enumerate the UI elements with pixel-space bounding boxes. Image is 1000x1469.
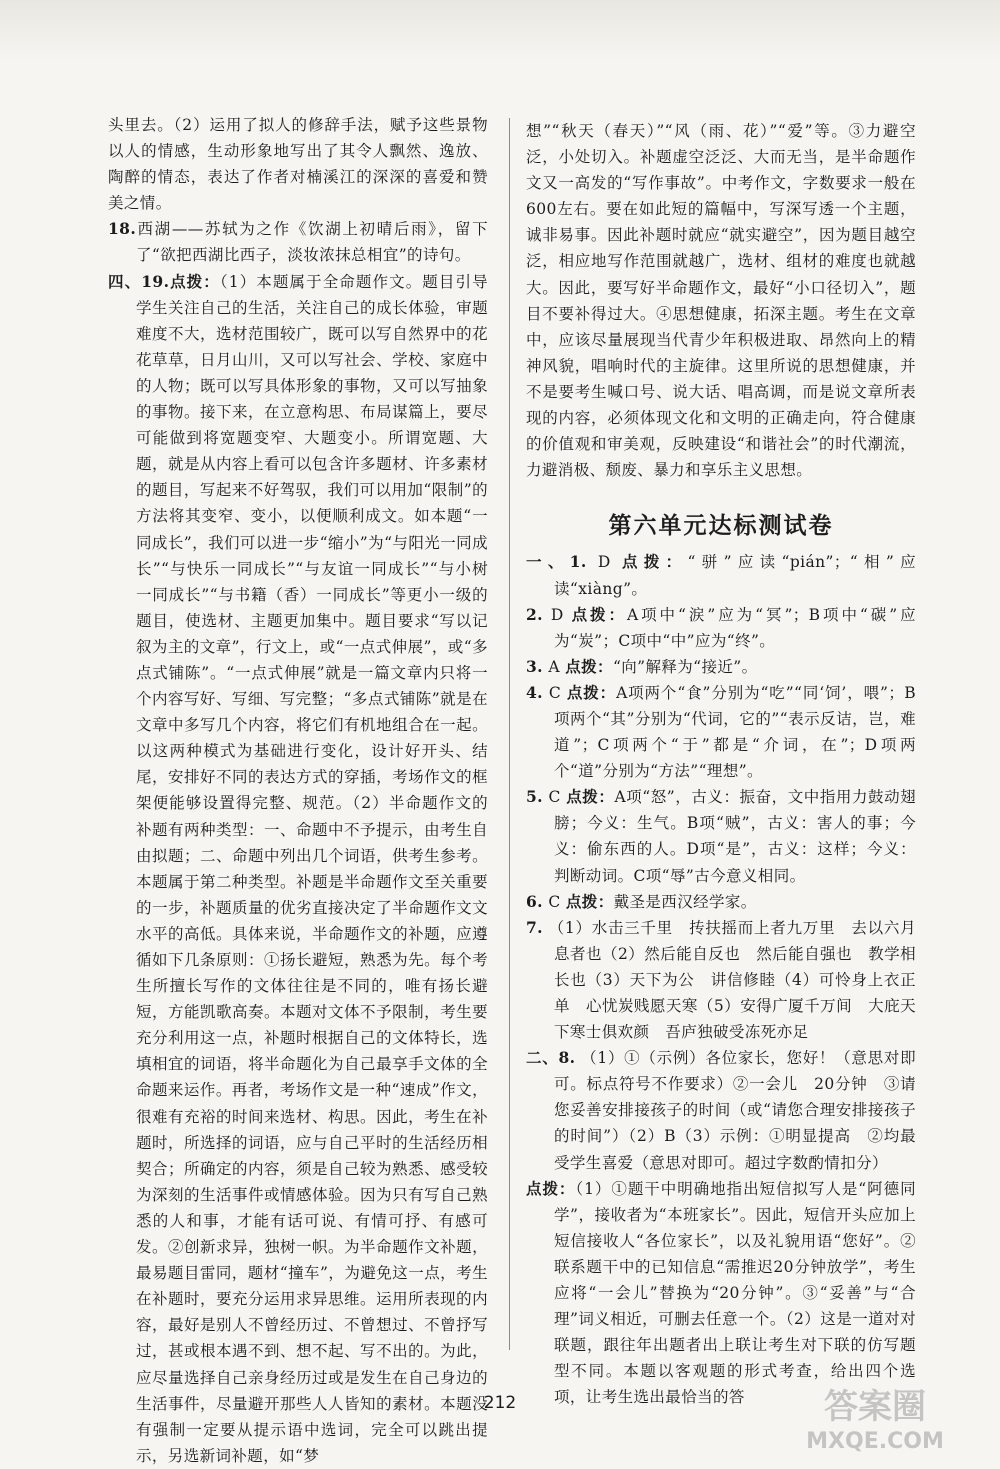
answer-text: A项中“涙”应为“冥”；B项中“碳”应为“炭”；C项中“中”应为“终”。 — [554, 605, 917, 650]
tip-label: 点拨： — [566, 787, 615, 807]
answer-text: （1）水击三千里 抟扶摇而上者九万里 去以六月息者也（2）然后能自反也 然后能自强也 教学相长也（3）天下为公 讲信修睦（4）可怜身上衣正单 心忧炭贱愿天寒（5）安得广厦千万间 大庇天下寒士俱欢颜 吾庐独破受冻死亦足 — [548, 918, 916, 1042]
top-scan-edge — [0, 0, 1000, 60]
question-text: 西湖——苏轼为之作《饮湖上初晴后雨》，留下了“欲把西湖比西子，淡妆浓抹总相宜”的诗句。 — [136, 220, 488, 265]
answer-text: 戴圣是西汉经学家。 — [613, 892, 757, 911]
answer-item — [526, 889, 916, 915]
tip-label: 点拨： — [571, 604, 627, 624]
tip-label: 点拨： — [169, 271, 220, 291]
answer-choice: C — [548, 788, 561, 807]
answer-text: （1）①题干中明确地指出短信拟写人是“阿德同学”，接收者为“本班家长”。因此，短信开头应加上短信接收人“各位家长”，以及礼貌用语“您好”。②联系题干中的已知信息“需推迟20分钟放学”，考生应将“一会儿”替换为“20分钟”。③“妥善”与“合理”词义相近，可删去任意一个。（2）这是一道对对联题，跟往年出题者出上联让考生对下联的仿写题型不同。本题以客观题的形式考查，给出四个选项，让考生选出最恰当的答 — [554, 1179, 916, 1407]
answer-item — [526, 784, 916, 888]
answer-item — [526, 1045, 916, 1175]
answer-number: 2. — [526, 604, 543, 624]
column-divider — [509, 118, 510, 1350]
tip-label: 点拨： — [622, 552, 688, 572]
question-number: 18. — [108, 219, 137, 239]
answer-text: “向”解释为“接近”。 — [612, 657, 758, 676]
answer-number: 一、1. — [526, 552, 587, 572]
question-18 — [108, 216, 488, 268]
answer-item — [526, 1176, 916, 1411]
answer-text: A项“怒”，古义：振奋，文中指用力鼓动翅膀；今义：生气。B项“贼”，古义：害人的事；今义：偷东西的人。D项“是”，古义：这样；今义：判断动词。C项“辱”古今意义相同。 — [554, 788, 917, 885]
answer-number: 5. — [526, 787, 543, 807]
answer-choice: D — [597, 553, 611, 572]
answer-choice: C — [548, 683, 562, 702]
watermark-text: 答案圈 — [824, 1387, 926, 1427]
answer-text: A项两个“食”分别为“吃”“同‘饲’，喂”；B项两个“其”分别为“代词，它的”“表示反诘，岂，难道”；C项两个“于”都是“介词，在”；D项两个“道”分别为“方法”“理想”。 — [554, 683, 917, 781]
answer-item — [526, 654, 916, 680]
tip-label: 点拨： — [565, 891, 614, 911]
watermark-logo — [770, 1378, 980, 1456]
answer-number: 6. — [526, 891, 543, 911]
tip-label: 点拨： — [526, 1178, 576, 1198]
svg-text:MXQE.COM: MXQE.COM — [806, 1429, 944, 1454]
answer-number: 二、8. — [526, 1048, 576, 1068]
continued-paragraph: 想”“秋天（春天）”“风（雨、花）”“爱”等。③力避空泛，小处切入。补题虚空泛泛、大而无当，是半命题作文又一高发的“写作事故”。中考作文，字数要求一般在600左右。要在如此短的篇幅中，写深写透一个主题，诚非易事。因此补题时就应“就实避空”，因为题目越空泛，相应地写作范围就越广，选材、组材的难度也就越大。因此，要写好半命题作文，最好“小口径切入”，题目不要补得过大。④思想健康，拓深主题。考生在文章中，应该尽量展现当代青少年积极进取、昂然向上的精神风貌，唱响时代的主旋律。这里所说的思想健康，并不是要考生喊口号、说大话、唱高调，而是说文章所表现的内容，必须体现文化和文明的正确走向，符合健康的价值观和审美观，反映建设“和谐社会”的时代潮流，力避消极、颓废、暴力和享乐主义思想。 — [526, 122, 916, 480]
right-column — [526, 118, 916, 1411]
answer-choice: A — [548, 657, 560, 676]
question-19 — [108, 269, 488, 1469]
question-text: （1）本题属于全命题作文。题目引导学生关注自己的生活，关注自己的成长体验，审题难度不大，选材范围较广，既可以写自然界中的花花草草，日月山川，又可以写社会、学校、家庭中的人物；既可以写具体形象的事物，又可以写抽象的事物。接下来，在立意构思、布局谋篇上，要尽可能做到将宽题变窄、大题变小。所谓宽题、大题，就是从内容上看可以包含许多题材、许多素材的题目，写起来不好驾驭，我们可以用加“限制”的方法将其变窄、变小，以便顺利成文。如本题“一同成长”，我们可以进一步“缩小”为“与阳光一同成长”“与快乐一同成长”“与友谊一同成长”“与小树一同成长”“与书籍（香）一同成长”等更小一级的题目，使选材、主题更加集中。题目要求“写以记叙为主的文章”，行文上，或“一点式伸展”，或“多点式铺陈”。“一点式伸展”就是一篇文章内只将一个内容写好、写细、写完整；“多点式铺陈”就是在文章中多写几个内容，将它们有机地组合在一起。以这两种模式为基础进行变化，设计好开头、结尾，安排好不同的表达方式的穿插，考场作文的框架便能够设置得完整、规范。（2）半命题作文的补题有两种类型：一、命题中不予提示，由考生自由拟题；二、命题中列出几个词语，供考生参考。本题属于第二种类型。补题是半命题作文至关重要的一步，补题质量的优劣直接决定了半命题作文文水平的高低。具体来说，半命题作文的补题，应遵循如下几条原则：①扬长避短，熟悉为先。每个考生所擅长写作的文体往往是不同的，唯有扬长避短，方能凯歌高奏。本题对文体不予限制，考生要充分利用这一点，补题时根据自己的文体特长，选填相宜的词语，将半命题化为自己最享手文体的全命题来运作。再者，考场作文是一种“速成”作文，很难有充裕的时间来选材、构思。因此，考生在补题时，所选择的词语，应与自己平时的生活经历相契合；所确定的内容，须是自己较为熟悉、感受较为深刻的生活事件或情感体验。因为只有写自己熟悉的人和事，才能有话可说、有情可抒、有感可发。②创新求异，独树一帜。为半命题作文补题，最易题目雷同，题材“撞车”，为避免这一点，考生在补题时，要充分运用求异思维。运用所表现的内容，最好是别人不曾经历过、不曾想过、不曾抒写过，甚或根本遇不到、想不起、写不出的。为此，应尽量选择自己亲身经历过或是发生在自己身边的生活事件，尽量避开那些人人皆知的素材。本题没有强制一定要从提示语中选词，完全可以跳出提示，另选新词补题，如“梦 — [136, 272, 489, 1465]
answer-choice: D — [550, 605, 564, 624]
answer-list — [526, 549, 916, 1410]
answer-number: 4. — [526, 682, 543, 702]
answer-item — [526, 602, 916, 654]
answer-choice: C — [548, 892, 561, 911]
page-number: 212 — [483, 1393, 517, 1413]
continued-paragraph: 头里去。（2）运用了拟人的修辞手法，赋予这些景物以人的情感，生动形象地写出了其令人飘然、逸放、陶醉的情态，表达了作者对楠溪江的深深的喜爱和赞美之情。 — [108, 116, 488, 213]
answer-item — [526, 549, 916, 601]
answer-number: 7. — [526, 917, 543, 937]
answer-item — [526, 915, 916, 1045]
question-number: 四、19. — [108, 271, 170, 291]
answer-text: （1）①（示例）各位家长，您好！（意思对即可。标点符号不作要求）②一会儿 20分钟 ③请您妥善安排接孩子的时间（或“请您合理安排接孩子的时间”）（2）B（3）示例：①明显提高 ②均最受学生喜爱（意思对即可。超过字数酌情扣分） — [554, 1049, 917, 1172]
tip-label: 点拨： — [566, 682, 617, 702]
left-column — [108, 112, 488, 1469]
section-title: 第六单元达标测试卷 — [608, 513, 834, 540]
answer-item — [526, 680, 916, 784]
tip-label: 点拨： — [565, 656, 613, 676]
answer-number: 3. — [526, 656, 543, 676]
answer-text: “骈”应读“pián”；“相”应读“xiàng”。 — [554, 553, 917, 598]
